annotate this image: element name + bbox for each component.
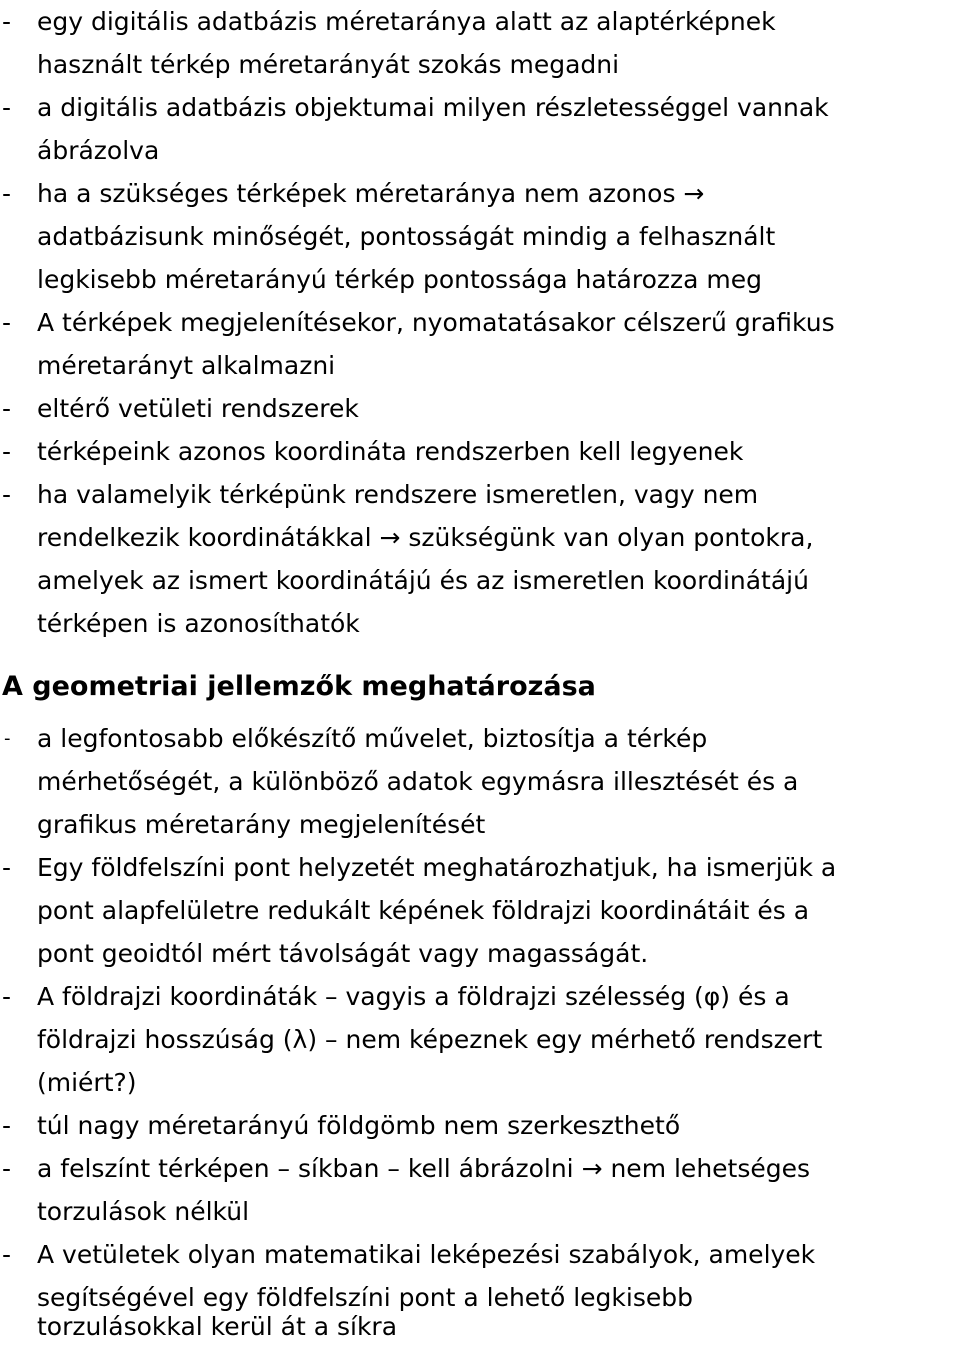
list-item-continuation: pont geoidtól mért távolságát vagy magasságát. <box>37 939 649 968</box>
list-item: - a felszínt térképen – síkban – kell ábrázolni → nem lehetséges <box>0 1147 960 1190</box>
list-item-continuation: rendelkezik koordinátákkal → szükségünk van olyan pontokra, <box>37 523 814 552</box>
list-item: - ha valamelyik térképünk rendszere ismeretlen, vagy nem <box>0 473 960 516</box>
list-item-continuation: méretarányt alkalmazni <box>37 351 336 380</box>
list-item: - A vetületek olyan matematikai leképezési szabályok, amelyek <box>0 1233 960 1276</box>
list-item-continuation: adatbázisunk minőségét, pontosságát mindig a felhasznált <box>37 222 776 251</box>
list-item: - Egy földfelszíni pont helyzetét meghatározhatjuk, ha ismerjük a <box>0 846 960 889</box>
dash-marker: - <box>2 179 12 208</box>
list-item-continuation: térképen is azonosíthatók <box>37 609 360 638</box>
list-item: - ha a szükséges térképek méretaránya nem azonos → <box>0 172 960 215</box>
dash-marker: - <box>2 93 12 122</box>
dash-marker: - <box>2 982 12 1011</box>
list-item-continuation: torzulások nélkül <box>37 1197 250 1226</box>
list-item: - túl nagy méretarányú földgömb nem szerkeszthető <box>0 1104 960 1147</box>
dash-marker: - <box>2 7 12 36</box>
dash-marker: - <box>2 480 12 509</box>
dash-marker: - <box>2 394 12 423</box>
list-item-continuation: pont alapfelületre redukált képének földrajzi koordinátáit és a <box>37 896 810 925</box>
dash-marker: - <box>2 853 12 882</box>
dash-marker: - <box>2 1240 12 1269</box>
list-item-continuation: legkisebb méretarányú térkép pontossága határozza meg <box>37 265 762 294</box>
list-item: - eltérő vetületi rendszerek <box>0 387 960 430</box>
dash-marker: - <box>2 308 12 337</box>
list-item: - a legfontosabb előkészítő művelet, biztosítja a térkép <box>0 717 960 760</box>
list-item-continuation: segítségével egy földfelszíni pont a lehető legkisebb <box>37 1283 693 1312</box>
list-item: - A térképek megjelenítésekor, nyomatatásakor célszerű grafikus <box>0 301 960 344</box>
list-item-continuation: ábrázolva <box>37 136 160 165</box>
list-item-continuation: földrajzi hosszúság (λ) – nem képeznek egy mérhető rendszert <box>37 1025 823 1054</box>
list-item-continuation: (miért?) <box>37 1068 137 1097</box>
list-item: - A földrajzi koordináták – vagyis a földrajzi szélesség (φ) és a <box>0 975 960 1018</box>
dash-marker: - <box>2 1111 12 1140</box>
list-item-continuation: grafikus méretarány megjelenítését <box>37 810 486 839</box>
dash-marker: - <box>4 728 11 749</box>
list-item: - a digitális adatbázis objektumai milyen részletességgel vannak <box>0 86 960 129</box>
section-heading: A geometriai jellemzők meghatározása <box>2 671 596 702</box>
list-item-continuation: amelyek az ismert koordinátájú és az ismeretlen koordinátájú <box>37 566 809 595</box>
dash-marker: - <box>2 1154 12 1183</box>
list-item-continuation: torzulásokkal kerül át a síkra <box>37 1312 398 1341</box>
list-item: - egy digitális adatbázis méretaránya alatt az alaptérképnek <box>0 0 960 43</box>
list-item: - térképeink azonos koordináta rendszerben kell legyenek <box>0 430 960 473</box>
dash-marker: - <box>2 437 12 466</box>
list-item-continuation: használt térkép méretarányát szokás megadni <box>37 50 620 79</box>
list-item-continuation: mérhetőségét, a különböző adatok egymásra illesztését és a <box>37 767 799 796</box>
